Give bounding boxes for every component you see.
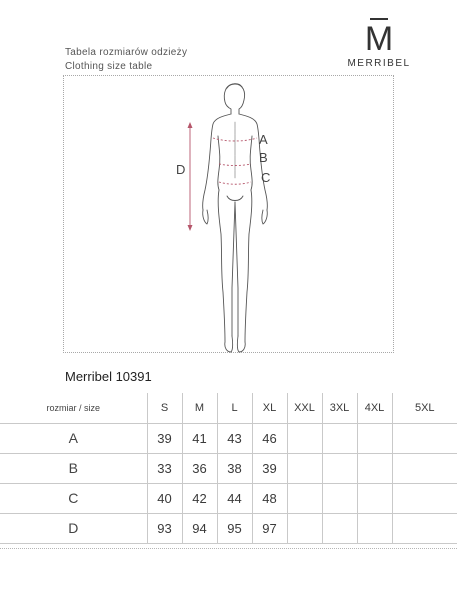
size-header: XXL [287, 393, 322, 423]
row-label: A [0, 423, 147, 453]
size-table [0, 393, 457, 544]
table-cell [357, 513, 392, 543]
row-label: D [0, 513, 147, 543]
table-cell [287, 453, 322, 483]
table-cell [287, 513, 322, 543]
table-cell: 36 [182, 453, 217, 483]
table-cell [357, 483, 392, 513]
table-cell: 48 [252, 483, 287, 513]
table-cell: 44 [217, 483, 252, 513]
size-header: 3XL [322, 393, 357, 423]
caption-polish: Tabela rozmiarów odzieży [65, 47, 188, 58]
table-cell: 94 [182, 513, 217, 543]
row-label: B [0, 453, 147, 483]
product-title: Merribel 10391 [65, 369, 152, 384]
table-cell [287, 483, 322, 513]
row-label: C [0, 483, 147, 513]
size-header: M [182, 393, 217, 423]
size-header: S [147, 393, 182, 423]
body-measurement-figure [175, 78, 295, 358]
caption-english: Clothing size table [65, 61, 153, 72]
size-header: 5XL [392, 393, 457, 423]
table-cell: 97 [252, 513, 287, 543]
table-cell: 40 [147, 483, 182, 513]
table-cell: 39 [252, 453, 287, 483]
table-cell [322, 513, 357, 543]
table-cell [322, 423, 357, 453]
size-header-row [0, 393, 457, 423]
size-header: 4XL [357, 393, 392, 423]
table-cell: 38 [217, 453, 252, 483]
table-cell [357, 453, 392, 483]
bottom-divider [0, 548, 457, 549]
label-c: C [261, 170, 271, 185]
table-cell: 33 [147, 453, 182, 483]
table-cell [392, 453, 457, 483]
table-cell [392, 423, 457, 453]
table-row [0, 453, 457, 483]
table-cell [322, 483, 357, 513]
table-cell [287, 423, 322, 453]
table-cell: 46 [252, 423, 287, 453]
table-row [0, 513, 457, 543]
table-row [0, 483, 457, 513]
table-cell: 42 [182, 483, 217, 513]
size-header: XL [252, 393, 287, 423]
table-cell [357, 423, 392, 453]
logo-mark: M [364, 20, 394, 58]
table-cell: 93 [147, 513, 182, 543]
label-a: A [259, 132, 268, 147]
size-table-caption [65, 46, 187, 74]
label-d: D [176, 162, 186, 177]
table-cell: 95 [217, 513, 252, 543]
table-cell [392, 513, 457, 543]
table-cell: 43 [217, 423, 252, 453]
brand-logo [340, 18, 418, 69]
table-cell: 41 [182, 423, 217, 453]
table-row [0, 423, 457, 453]
size-corner-label: rozmiar / size [0, 393, 147, 423]
table-cell [392, 483, 457, 513]
table-cell [322, 453, 357, 483]
table-cell: 39 [147, 423, 182, 453]
label-b: B [259, 150, 268, 165]
brand-name: MERRIBEL [347, 58, 411, 69]
size-header: L [217, 393, 252, 423]
